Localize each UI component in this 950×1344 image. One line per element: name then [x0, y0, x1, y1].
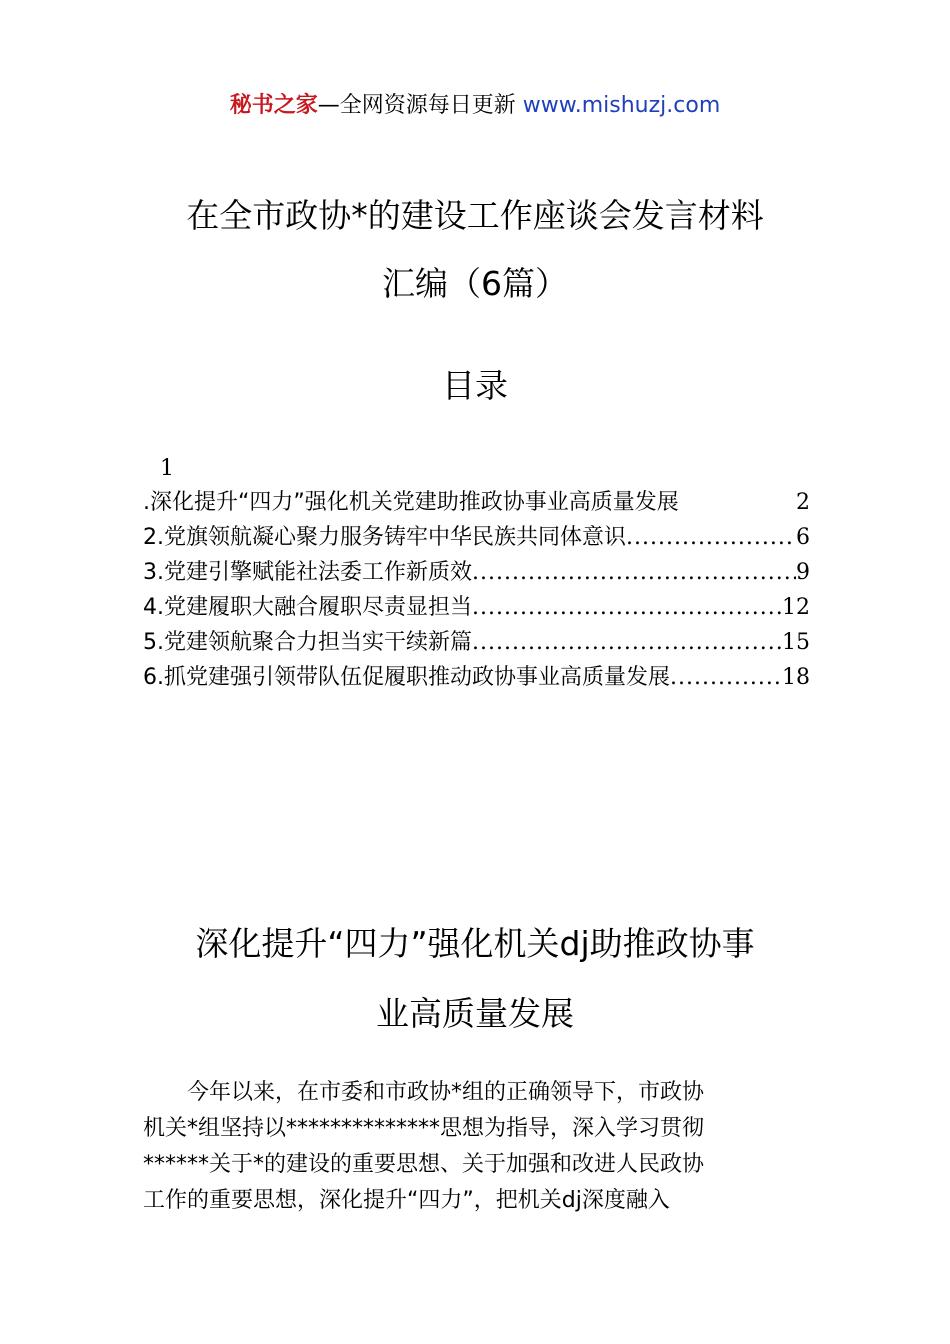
toc-entry-text: 2.党旗领航凝心聚力服务铸牢中华民族共同体意识: [143, 525, 626, 550]
toc-entry-2[interactable]: [143, 520, 810, 555]
toc-entry-4[interactable]: [143, 590, 810, 625]
body-line-2: 机关*组坚持以**************思想为指导，深入学习贯彻: [143, 1116, 705, 1141]
toc-page-number: 15: [782, 630, 810, 655]
toc-entry-text: 4.党建履职大融合履职尽责显担当: [143, 595, 472, 620]
toc-page-number: 18: [782, 665, 810, 690]
toc-leader: [679, 485, 790, 520]
toc-leader: [670, 660, 782, 695]
section-title-line-2: 业高质量发展: [376, 994, 574, 1033]
toc-entry-5[interactable]: [143, 625, 810, 660]
toc-entry-text: 3.党建引擎赋能社法委工作新质效: [143, 560, 472, 585]
toc-leader: [472, 625, 782, 660]
toc-entry-1[interactable]: [143, 485, 810, 520]
brand-name: 秘书之家: [229, 93, 318, 118]
body-paragraph: [143, 1075, 810, 1219]
toc-entry-text: 6.抓党建强引领带队伍促履职推动政协事业高质量发展: [143, 665, 670, 690]
table-of-contents: [143, 485, 810, 695]
site-url-link[interactable]: www.mishuzj.com: [522, 93, 721, 118]
toc-page-number: 12: [782, 595, 810, 620]
toc-entry-6[interactable]: [143, 660, 810, 695]
body-line-4: 工作的重要思想，深化提升“四力”，把机关dj深度融入: [143, 1188, 670, 1213]
toc-entry-3[interactable]: [143, 555, 810, 590]
toc-entry-text: .深化提升“四力”强化机关党建助推政协事业高质量发展: [143, 490, 679, 515]
document-title-line-2: 汇编（6篇）: [382, 264, 568, 303]
toc-entry-text: 5.党建领航聚合力担当实干续新篇: [143, 630, 472, 655]
toc-first-number: 1: [160, 456, 174, 481]
toc-page-number: 9: [796, 560, 810, 585]
toc-page-number: 2: [796, 490, 810, 515]
section-title-line-1: 深化提升“四力”强化机关dj助推政协事: [195, 924, 755, 963]
toc-heading: 目录: [442, 366, 508, 405]
header-slogan: —全网资源每日更新: [317, 93, 516, 118]
body-line-3: ******关于*的建设的重要思想、关于加强和改进人民政协: [143, 1152, 705, 1177]
toc-leader: [472, 555, 796, 590]
document-title-line-1: 在全市政协*的建设工作座谈会发言材料: [186, 196, 764, 235]
toc-leader: [472, 590, 782, 625]
toc-page-number: 6: [796, 525, 810, 550]
body-line-1: 今年以来，在市委和市政协*组的正确领导下，市政协: [187, 1080, 705, 1105]
site-header: [0, 88, 950, 119]
toc-leader: [626, 520, 796, 555]
